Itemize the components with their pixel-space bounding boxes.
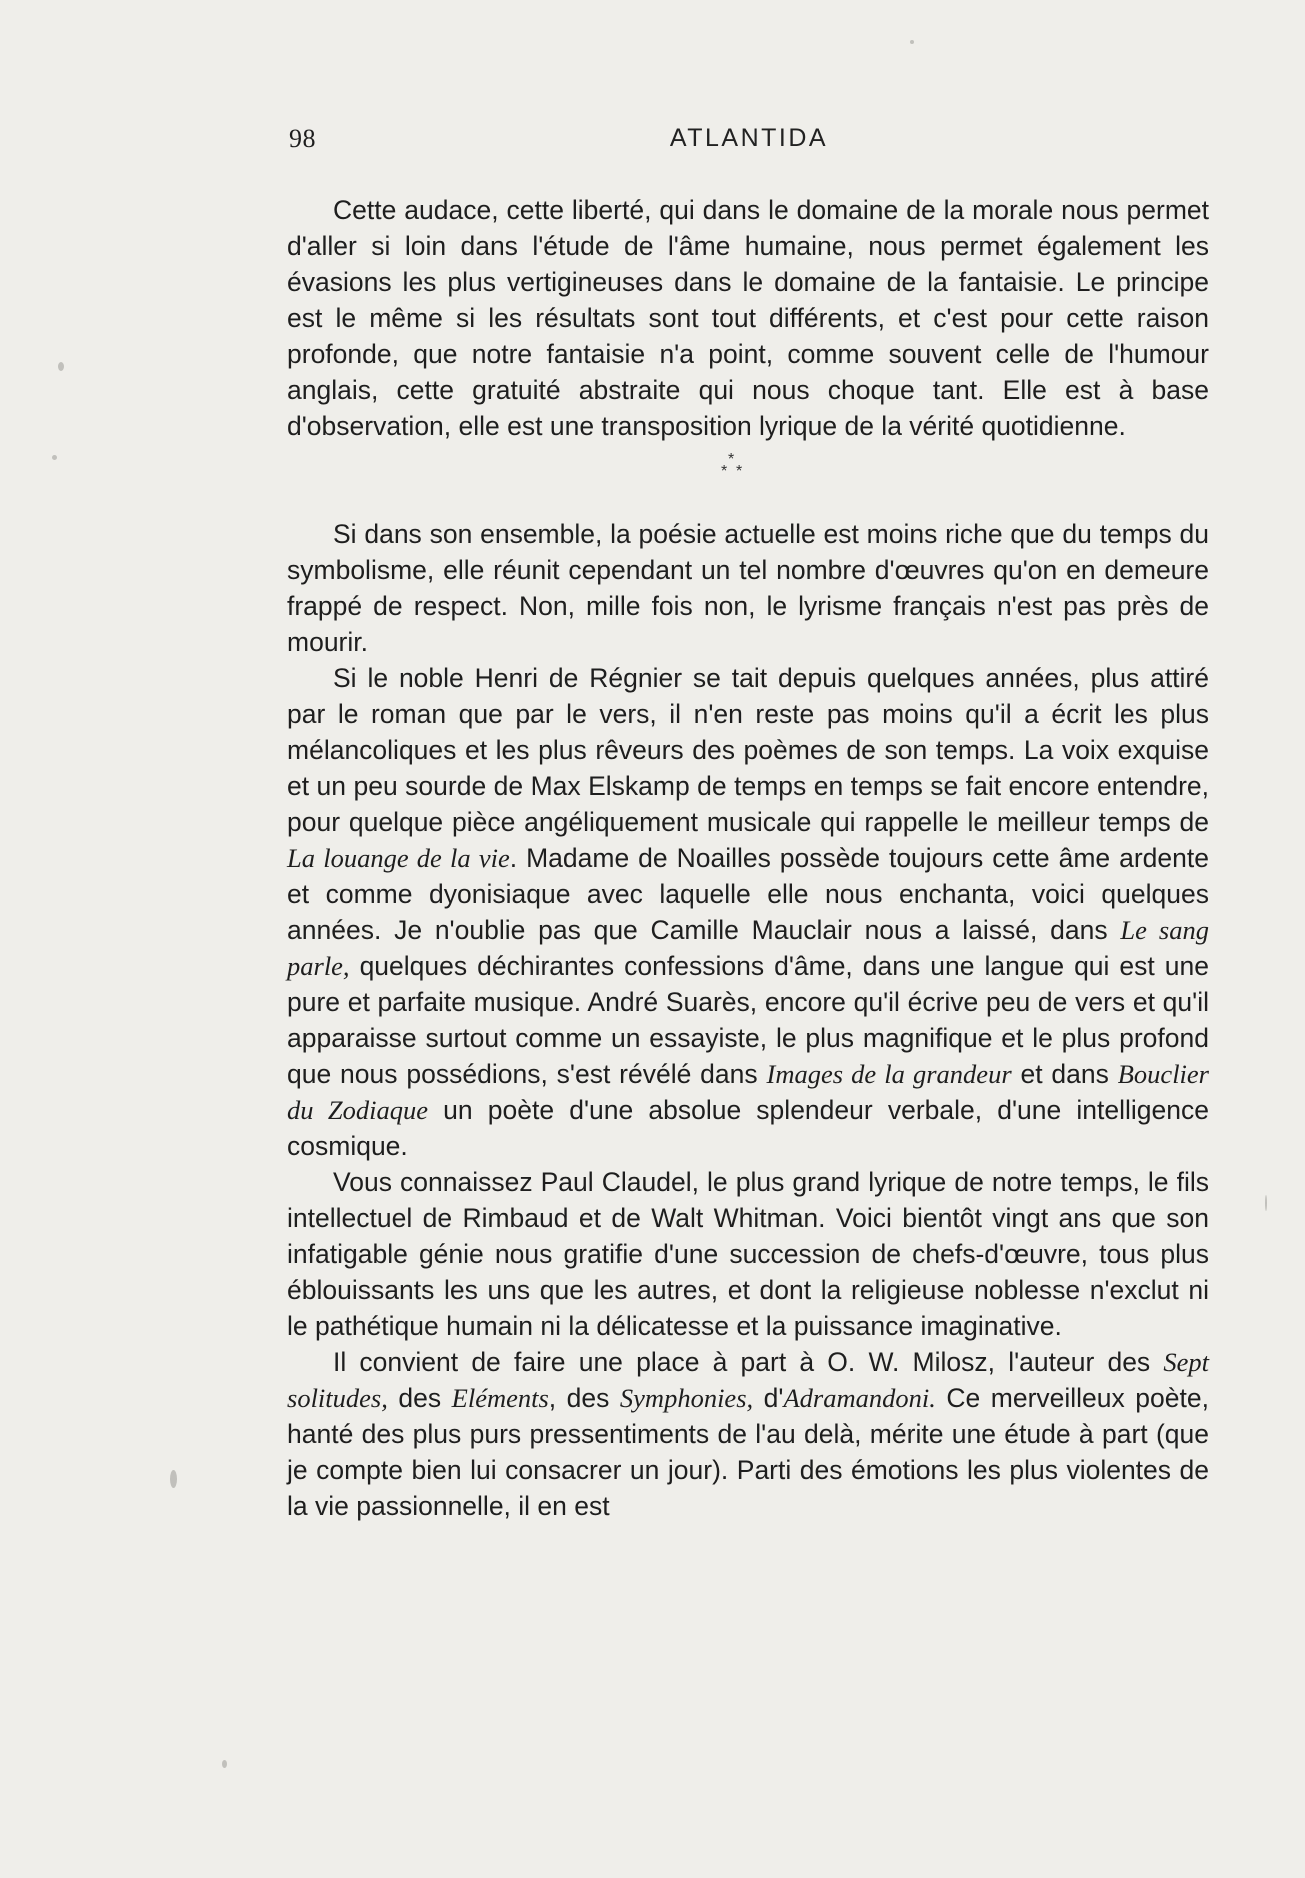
text-run: d'	[753, 1383, 784, 1413]
asterisk: *	[736, 463, 743, 480]
text-run: Ce merveilleux poète, hanté des plus purs pressentiments de l'au delà, mérite une étude à part (que je compte bien lui consacrer un jour). Parti des émotions les plus violentes de la vie passionnelle, il en est	[287, 1383, 1209, 1521]
paper-speck	[1265, 1195, 1267, 1211]
text-run: Si dans son ensemble, la poésie actuelle est moins riche que du temps du symbolisme, elle réunit cependant un tel nombre d'œuvres qu'on en demeure frappé de respect. Non, mille fois non, le lyrisme français n'est pas près de mourir.	[287, 519, 1209, 657]
book-title: La louange de la vie	[287, 843, 510, 873]
text-run: Il convient de faire une place à part à O. W. Milosz, l'auteur des	[333, 1347, 1164, 1377]
paper-speck	[222, 1760, 227, 1768]
paper-speck	[58, 362, 64, 371]
paragraph	[287, 192, 1209, 444]
running-title: ATLANTIDA	[669, 124, 829, 152]
paper-speck	[52, 455, 57, 460]
text-run: Vous connaissez Paul Claudel, le plus grand lyrique de notre temps, le fils intellectuel de Rimbaud et de Walt Whitman. Voici bientôt vingt ans que son infatigable génie nous gratifie d'une succession de chefs-d'œuvre, tous plus éblouissants les uns que les autres, et dont la religieuse noblesse n'exclut ni le pathétique humain ni la délicatesse et la puissance imaginative.	[287, 1167, 1209, 1341]
paragraph	[287, 1164, 1209, 1344]
body-text	[287, 192, 1209, 1524]
book-title: Sept solitudes,	[287, 1347, 1209, 1413]
text-run: . Madame de Noailles possède toujours cette âme ardente et comme dyonisiaque avec laquelle elle nous enchanta, voici quelques années. Je n'oublie pas que Camille Mauclair nous a laissé, dans	[287, 843, 1209, 945]
paper-speck	[170, 1470, 177, 1488]
text-run: Cette audace, cette liberté, qui dans le domaine de la morale nous permet d'aller si loin dans l'étude de l'âme humaine, nous permet également les évasions les plus vertigineuses dans le domaine de la fantaisie. Le principe est le même si les résultats sont tout différents, et c'est pour cette raison profonde, que notre fantaisie n'a point, comme souvent celle de l'humour anglais, cette gratuité abstraite qui nous choque tant. Elle est à base d'observation, elle est une transposition lyrique de la vérité quotidienne.	[287, 195, 1209, 441]
running-head	[289, 124, 1209, 160]
book-title: Eléments	[451, 1383, 549, 1413]
book-title: Bouclier du Zodiaque	[287, 1059, 1209, 1125]
text-run: , des	[548, 1383, 620, 1413]
asterisk: *	[721, 463, 728, 480]
book-title: Le sang parle,	[287, 915, 1209, 981]
paragraph	[287, 1344, 1209, 1524]
book-title: Symphonies,	[619, 1383, 754, 1413]
book-title: Images de la grandeur	[766, 1059, 1012, 1089]
paragraph	[287, 660, 1209, 1164]
text-run: un poète d'une absolue splendeur verbale, d'une intelligence cosmique.	[287, 1095, 1209, 1161]
page-number: 98	[289, 124, 316, 153]
text-run: et dans	[1011, 1059, 1118, 1089]
paragraph	[287, 516, 1209, 660]
paper-speck	[910, 40, 914, 44]
book-title: Adramandoni.	[783, 1383, 936, 1413]
text-run: quelques déchirantes confessions d'âme, dans une langue qui est une pure et parfaite musique. André Suarès, encore qu'il écrive peu de vers et qu'il apparaisse surtout comme un essayiste, le plus magnifique et le plus profond que nous possédions, s'est révélé dans	[287, 951, 1209, 1089]
asterisk: *	[728, 451, 735, 468]
text-run: Si le noble Henri de Régnier se tait depuis quelques années, plus attiré par le roman que par le vers, il n'en reste pas moins qu'il a écrit les plus mélancoliques et les plus rêveurs des poèmes de son temps. La voix exquise et un peu sourde de Max Elskamp de temps en temps se fait encore entendre, pour quelque pièce angéliquement musicale qui rappelle le meilleur temps de	[287, 663, 1209, 837]
asterism	[287, 444, 1209, 516]
text-run: des	[387, 1383, 452, 1413]
